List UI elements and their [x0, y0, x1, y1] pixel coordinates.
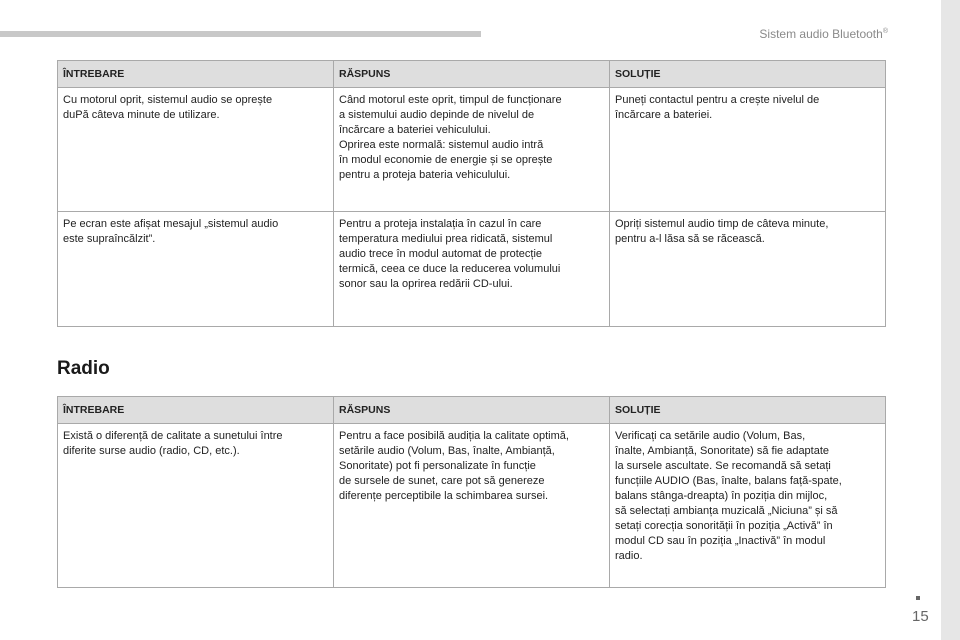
table-header-row: [58, 397, 886, 424]
answer-text: Pentru a proteja instalația în cazul în care temperatura mediului prea ridicată, sistemul audio trece în modul automat de protecție termică, ceea ce duce la reducerea volumului sonor sau la oprirea redării CD-ului.: [339, 218, 561, 290]
answer-text: Când motorul este oprit, timpul de funcționare a sistemului audio depinde de nivelul de încărcare a bateriei vehiculului. Oprirea este normală: sistemul audio intră în modul economie de energie și se oprește pentru a proteja bateria vehiculului.: [339, 94, 562, 181]
answer-text: Pentru a face posibilă audiția la calitate optimă, setările audio (Volum, Bas, înalte, Ambianță, Sonoritate) pot fi personalizate în funcție de sursele de sunet, care pot să genereze diferențe perceptibile la schimbarea sursei.: [339, 430, 569, 502]
solution-cell: [610, 424, 886, 588]
question-text: Există o diferență de calitate a sunetului între diferite surse audio (radio, CD, etc.).: [63, 430, 283, 457]
column-header-question: ÎNTREBARE: [58, 397, 334, 424]
column-header-answer: RĂSPUNS: [334, 397, 610, 424]
solution-cell: [610, 88, 886, 212]
answer-cell: [334, 424, 610, 588]
solution-text: Opriți sistemul audio timp de câteva minute, pentru a-l lăsa să se răcească.: [615, 218, 829, 245]
solution-text: Puneți contactul pentru a crește nivelul de încărcare a bateriei.: [615, 94, 820, 121]
troubleshooting-table-general: [57, 60, 886, 327]
table-row: [58, 88, 886, 212]
column-header-solution: SOLUȚIE: [610, 397, 886, 424]
page-dot-marker: [916, 596, 920, 600]
top-rule-bar: [0, 31, 481, 37]
column-header-question: ÎNTREBARE: [58, 61, 334, 88]
column-header-answer: RĂSPUNS: [334, 61, 610, 88]
question-cell: [58, 424, 334, 588]
answer-cell: [334, 212, 610, 327]
question-text: Cu motorul oprit, sistemul audio se oprește duPă câteva minute de utilizare.: [63, 94, 273, 121]
solution-text: Verificați ca setările audio (Volum, Bas, înalte, Ambianță, Sonoritate) să fie adaptate la sursele ascultate. Se recomandă să setați funcțiile AUDIO (Bas, înalte, balans față-spate, balans stânga-dreapta) în poziția din mijloc, să selectați ambianța muzicală „Niciuna” și să setați corecția sonorității în poziția „Activă” în modul CD sau în poziția „Inactivă” în modul radio.: [615, 430, 842, 562]
answer-cell: [334, 88, 610, 212]
question-cell: [58, 88, 334, 212]
question-text: Pe ecran este afișat mesajul „sistemul audio este supraîncălzit”.: [63, 218, 279, 245]
section-title-radio: Radio: [57, 358, 110, 379]
table-header-row: [58, 61, 886, 88]
page-number: 15: [912, 608, 929, 625]
solution-cell: [610, 212, 886, 327]
table-row: [58, 424, 886, 588]
page-side-strip: [941, 0, 960, 640]
troubleshooting-table-radio: [57, 396, 886, 588]
registered-mark: ®: [882, 28, 888, 35]
running-header: [759, 27, 888, 41]
column-header-solution: SOLUȚIE: [610, 61, 886, 88]
table-row: [58, 212, 886, 327]
question-cell: [58, 212, 334, 327]
running-header-text: Sistem audio Bluetooth: [759, 27, 883, 41]
